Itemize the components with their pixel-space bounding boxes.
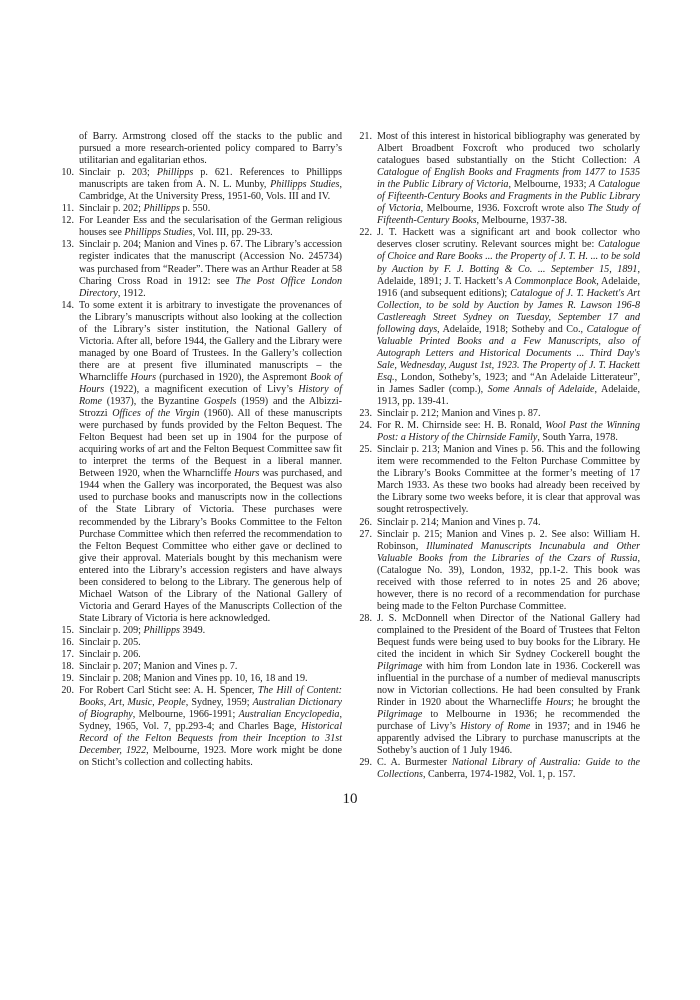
footnote-text: For Leander Ess and the secularisation of the German religious houses see <box>79 215 342 239</box>
footnote-text: Sinclair p. 202; <box>79 203 144 215</box>
footnote-text: Sinclair p. 212; Manion and Vines p. 87. <box>377 408 541 420</box>
footnote-text: in 1937; and in 1946 he apparently advised the Library to purchase manuscripts at the Sotheby’s auction of 1 July 1946. <box>377 721 640 757</box>
footnote-italic-title: Catalogue of J. T. Hackett's Art Collection, to be sold by Auction by James R. Lawson 196-8 Castlereagh Street Sydney on Tuesday, September 17 and following days <box>377 287 641 335</box>
footnote <box>358 517 640 529</box>
footnote-number: 20. <box>61 685 74 697</box>
footnote-number: 12. <box>61 215 74 227</box>
footnote-text: , (Catalogue No. 39), London, 1932, pp.1-2. This book was received with those referred to in notes 25 and 26 above; however, there is no record of a recommendation for purchase being made to the Felton Purchase Committee. <box>377 552 640 612</box>
footnote-italic-title: A Catalogue of English Books and Fragments from 1477 to 1535 in the Public Library of Victoria <box>377 155 640 191</box>
footnote-italic-title: National Library of Australia: Guide to the Collections <box>377 757 640 781</box>
footnote-text: , Sydney, 1959; <box>185 697 253 709</box>
footnote-text: , Melbourne, 1923. More work might be done on Sticht’s collection and collecting habits. <box>79 745 342 769</box>
footnote <box>60 215 342 239</box>
footnote-italic-title: Phillipps <box>143 624 180 636</box>
footnote <box>60 649 342 661</box>
page-number: 10 <box>342 791 358 807</box>
footnote-text: with him from London late in 1936. Cockerell was influential in the purchase of a number of medieval manuscripts now in Victorian collections. He had been consulted by Frank Rinder in 1920 about the Wharnecliffe <box>377 661 640 709</box>
footnote-text: , Melbourne, 1966-1991; <box>132 709 239 721</box>
footnote-number: 16. <box>61 636 74 648</box>
footnote-number: 25. <box>359 444 372 456</box>
left-notes-column <box>60 131 342 769</box>
footnote <box>358 613 640 758</box>
footnote-number: 21. <box>359 131 372 142</box>
footnote-number: 14. <box>61 299 74 311</box>
footnote-italic-title: Australian Dictionary of Biography <box>79 697 342 721</box>
footnote-text: 3949. <box>179 624 206 636</box>
footnote <box>60 239 342 299</box>
footnote-italic-title: Historical Record of the Felton Bequests from their Inception to 31st December, 1922 <box>79 721 342 757</box>
footnote-text: p. 550. <box>179 203 211 215</box>
footnote-number: 28. <box>359 612 372 624</box>
footnote-italic-title: Phillipps Studies <box>124 227 193 239</box>
footnote-text: Sinclair p. 206. <box>79 649 141 661</box>
footnote <box>60 673 342 685</box>
footnote-italic-title: Pilgrimage <box>377 661 423 673</box>
footnote <box>358 529 640 613</box>
footnote-text: J. S. McDonnell when Director of the National Gallery had complained to the President of the Board of Trustees that Felton Bequest funds were being used to buy books for the Library. He cited the incident in which Sir Sydney Cockerell bought the <box>377 612 640 661</box>
footnote-text: , Adelaide, 1918; Sotheby and Co., <box>437 323 587 335</box>
footnote <box>358 420 640 444</box>
footnote-text: Sinclair p. 209; <box>79 624 144 636</box>
right-notes-column <box>358 131 640 782</box>
footnote-number: 24. <box>359 420 372 432</box>
footnote-text: (purchased in 1920), the Aspremont <box>156 371 311 383</box>
footnote-text: Sinclair p. 215; Manion and Vines p. 2. See also: William H. Robinson, <box>377 528 640 552</box>
footnote-text: Most of this interest in historical bibliography was generated by Albert Broadbent Foxcroft who produced two scholarly catalogues based substantially on the Sticht Collection: <box>377 131 640 167</box>
footnote-text: Sinclair p. 207; Manion and Vines p. 7. <box>79 661 238 673</box>
footnote <box>60 131 342 167</box>
footnote-text: ; he brought the <box>571 697 641 709</box>
footnote <box>358 408 640 420</box>
footnote-number: 23. <box>359 408 372 420</box>
footnote-number: 10. <box>61 167 74 179</box>
footnote-text: To some extent it is arbitrary to investigate the provenances of the Library’s manuscripts without also looking at the collection of the Library’s sister institution, the National Gallery of Victoria. After all, before 1944, the Gallery and the Library were managed by one Board of Trustees. In the Gallery’s collection there are at present five illuminated manuscripts – the Wharncliffe <box>79 299 342 383</box>
footnote-text: (1960). All of these manuscripts were purchased by funds provided by the Felton Bequest. The Felton Bequest had been set up in 1904 for the purpose of acquiring works of art and the Felton Bequest Committee saw fit to interpret the terms of the Bequest in a liberal manner. Between 1920, when the Wharncliffe <box>79 408 343 480</box>
footnote-italic-title: Phillipps <box>143 203 180 215</box>
footnote-number: 17. <box>61 649 74 661</box>
footnote-italic-title: The Hill of Content: Books, Art, Music, People <box>79 685 342 709</box>
footnote-text: C. A. Burmester <box>377 757 452 769</box>
footnote-text: For Robert Carl Sticht see: A. H. Spencer, <box>79 685 258 697</box>
footnote-text: , Melbourne, 1933; <box>508 179 590 191</box>
footnote-number: 22. <box>359 227 372 239</box>
footnote-italic-title: The Study of Fifteenth-Century Books <box>377 203 640 227</box>
footnote-number: 19. <box>61 673 74 685</box>
footnote-italic-title: Phillipps <box>156 167 194 179</box>
footnote-text: Sinclair p. 203; <box>79 167 157 179</box>
footnote-text: p. 621. References to Phillipps manuscripts are taken from A. N. L. Munby, <box>79 167 342 191</box>
footnote <box>60 637 342 649</box>
footnote-italic-title: Wool Past the Winning Post: a History of the Chirnside Family <box>377 420 640 444</box>
footnote-text: , Adelaide, 1891; J. T. Hackett’s <box>377 263 640 287</box>
footnote-italic-title: History of Rome <box>460 721 531 733</box>
footnote <box>358 227 640 408</box>
footnote-text: , Canberra, 1974-1982, Vol. 1, p. 157. <box>422 769 576 781</box>
footnote-text: (1959) and the Albizzi-Strozzi <box>79 396 342 420</box>
footnote-text: For R. M. Chirnside see: H. B. Ronald, <box>377 420 546 432</box>
footnote <box>60 625 342 637</box>
footnote-text: , 1912. <box>117 287 146 299</box>
footnote-number: 13. <box>61 239 74 251</box>
footnote-text: Sinclair p. 214; Manion and Vines p. 74. <box>377 516 541 528</box>
footnote-text: , Sydney, 1965, Vol. 7, pp.293-4; and Charles Bage, <box>79 709 342 733</box>
footnote-text: , Cambridge, At the University Press, 1951-60, Vols. III and IV. <box>79 179 342 203</box>
footnote-italic-title: Some Annals of Adelaide <box>487 383 595 395</box>
footnote-number: 26. <box>359 516 372 528</box>
footnote-italic-title: Book of Hours <box>79 371 342 395</box>
footnote-italic-title: Hours <box>130 371 157 383</box>
footnote-number: 11. <box>61 203 74 215</box>
footnote <box>60 167 342 203</box>
footnote-text: to Melbourne in 1936; he recommended the purchase of Livy’s <box>377 709 640 733</box>
footnote-italic-title: Pilgrimage <box>377 709 423 721</box>
footnote-italic-title: Australian Encyclopedia <box>238 709 340 721</box>
footnote-text: , Melbourne, 1936. Foxcroft wrote also <box>420 203 588 215</box>
footnote-text: of Barry. Armstrong closed off the stacks to the public and pursued a more research-oriented policy compared to Barry’s utilitarian and egalitarian ethos. <box>79 131 342 167</box>
footnote-text: Sinclair p. 205. <box>79 636 141 648</box>
footnote-text: (1937), the Byzantine <box>101 396 204 408</box>
footnote-text: , Adelaide, 1913, pp. 139-41. <box>377 383 640 408</box>
footnote-italic-title: The Post Office London Directory <box>79 275 342 299</box>
footnote-italic-title: Catalogue of Choice and Rare Books ... the Property of J. T. H. ... to be sold by Auction by F. J. Botting & Co. ... September 15, 1891 <box>377 239 640 275</box>
footnote-text: , London, Sotheby’s, 1923; and “An Adelaide Litterateur”, in James Sadler (comp.), <box>377 371 640 395</box>
footnote-text: Sinclair p. 208; Manion and Vines pp. 10, 16, 18 and 19. <box>79 673 308 685</box>
footnote-italic-title: Catalogue of Valuable Printed Books and a Few Manuscripts, also of Autograph Letters and Historical Documents ... Third Day's Sale, Wednesday, August 1st, 1923. The Property of J. T. Hackett Esq. <box>377 323 641 383</box>
footnote-number: 29. <box>359 757 372 769</box>
footnote <box>60 685 342 769</box>
footnote-italic-title: Gospels <box>203 396 237 408</box>
footnote <box>358 444 640 516</box>
footnote <box>60 300 342 625</box>
footnote-italic-title: Hours <box>545 697 572 709</box>
footnote <box>60 661 342 673</box>
footnote-italic-title: A Commonplace Book <box>505 275 597 287</box>
footnote-italic-title: Hours <box>234 468 260 480</box>
footnote <box>60 203 342 215</box>
footnote-italic-title: Phillipps Studies <box>270 179 340 191</box>
footnote-italic-title: Illuminated Manuscripts Incunabula and Other Valuable Books from the Libraries of the Czars of Russia <box>377 540 640 564</box>
footnote-italic-title: History of Rome <box>79 383 342 408</box>
footnote-text: , Vol. III, pp. 29-33. <box>192 227 273 239</box>
footnote-number: 18. <box>61 661 74 673</box>
footnote-text: , Melbourne, 1937-38. <box>476 215 568 227</box>
footnote-italic-title: A Catalogue of Fifteenth-Century Books and Fragments in the Public Library of Victoria <box>377 179 640 215</box>
footnote-text: Sinclair p. 204; Manion and Vines p. 67. The Library’s accession register indicates that the manuscript (Accession No. 245734) was purchased from “Reader”. There was an Arthur Reader at 58 Charing Cross Road in 1912: see <box>79 239 342 287</box>
footnote-text: was purchased, and 1944 when the Gallery was incorporated, the Bequest was also used to purchase books and manuscripts now in the collections of the State Library of Victoria. These purchases were recommended by the Library’s Books Committee to the Felton Purchase Committee which then referred the recommendation to the Felton Bequest Committee who either gave or declined to give their approval. Materials bought by this mechanism were entered into the Library’s accession registers and have always been considered to belong to the Library. The generous help of Michael Watson of the Library of the National Gallery of Victoria and Gerard Hayes of the Manuscripts Collection of the State Library of Victoria is here acknowledged. <box>79 468 342 624</box>
footnote-text: J. T. Hackett was a significant art and book collector who deserves closer scrutiny. Relevant sources might be: <box>377 227 640 251</box>
footnote <box>358 757 640 781</box>
footnote-number: 15. <box>61 624 74 636</box>
footnote-text: , South Yarra, 1978. <box>537 432 618 444</box>
footnote-number: 27. <box>359 528 372 540</box>
footnote-italic-title: Offices of the Virgin <box>112 408 200 420</box>
footnote <box>358 131 640 227</box>
footnote-text: , Adelaide, 1916 (and subsequent editions); <box>377 275 640 299</box>
footnote-text: Sinclair p. 213; Manion and Vines p. 56. This and the following item were recommended to the Felton Purchase Committee by the Library’s Books Committee at the former’s meeting of 17 March 1933. As these two books had already been received by the Library some two weeks before, it is clear that approval was sought retrospectively. <box>377 444 640 516</box>
footnote-text: (1922), a magnificent execution of Livy’s <box>104 383 299 395</box>
